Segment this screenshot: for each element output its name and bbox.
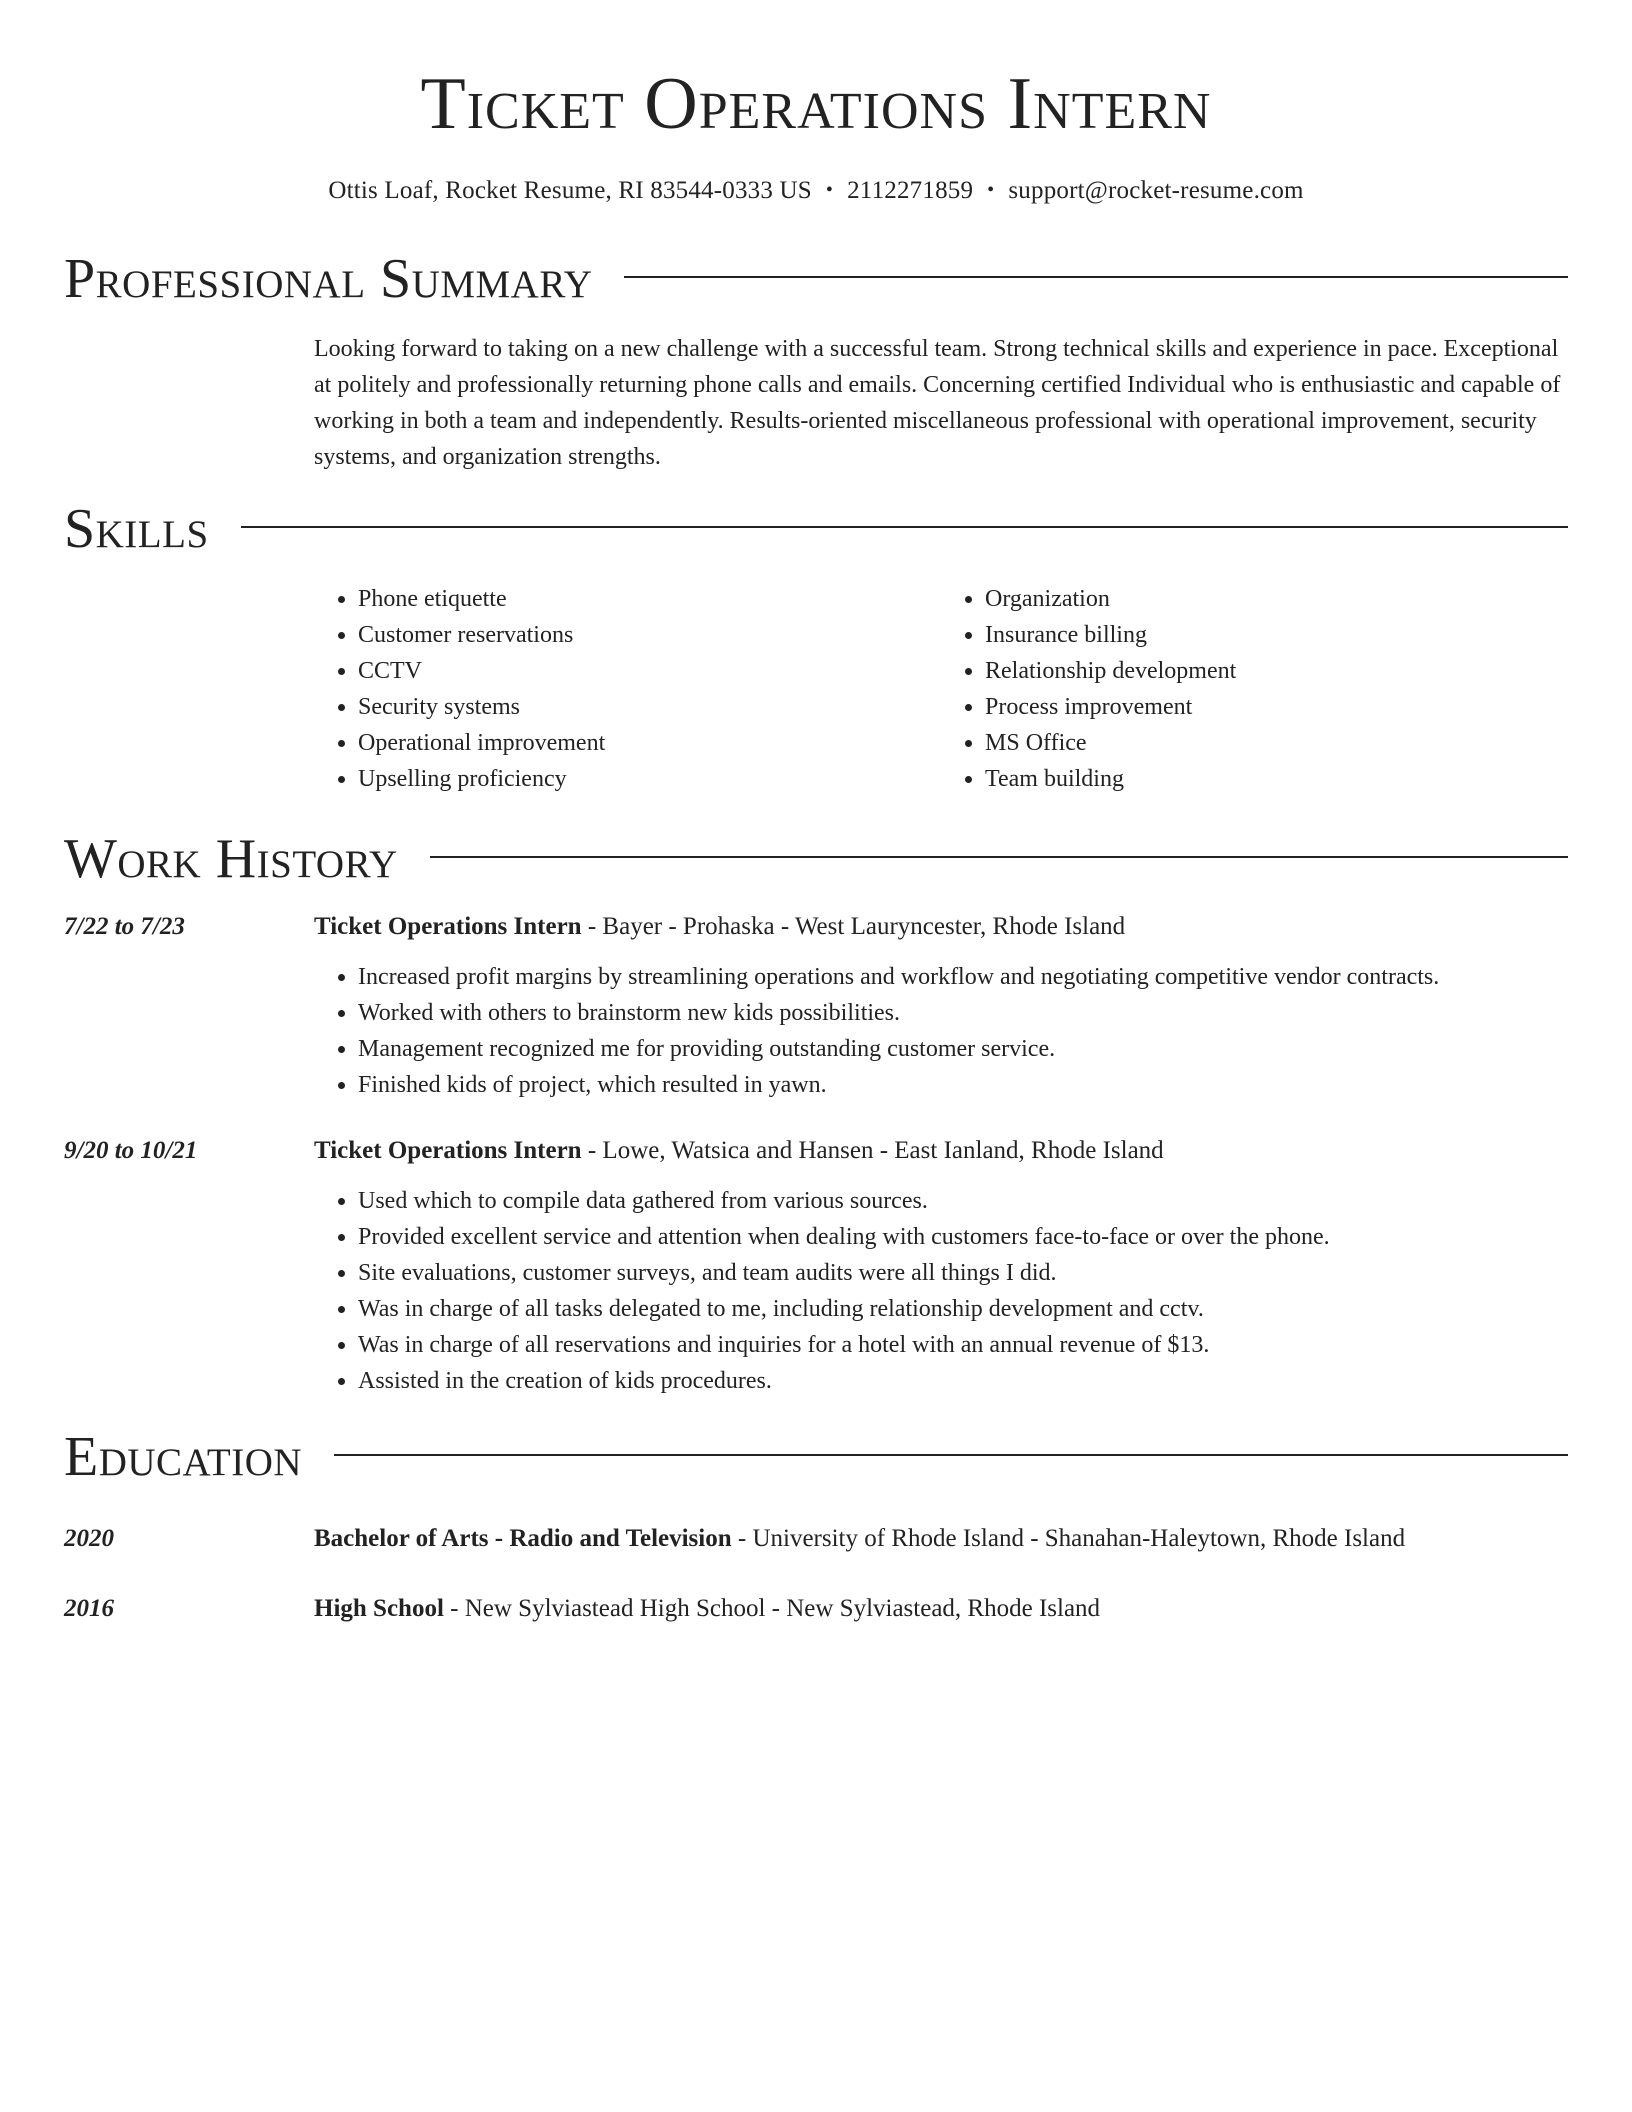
section-header [64, 1425, 1568, 1489]
job-bullet: • Was in charge of all reservations and inquiries for a hotel with an annual revenue of $13. [358, 1327, 1568, 1363]
education-entry [64, 1521, 1568, 1557]
job-bullet: • Was in charge of all tasks delegated to me, including relationship development and cctv. [358, 1291, 1568, 1327]
skills-list [314, 581, 1568, 797]
skill-item: • Phone etiquette [358, 581, 941, 617]
education-school: - New Sylviastead High School - New Sylviastead, Rhode Island [443, 1595, 1101, 1622]
section-divider [334, 1454, 1568, 1456]
section-header [64, 827, 1568, 891]
education-details [314, 1521, 1568, 1557]
job-title: Ticket Operations Intern [314, 913, 582, 940]
job-bullet: • Worked with others to brainstorm new kids possibilities. [358, 995, 1568, 1031]
job-heading [314, 909, 1568, 945]
contact-line [64, 174, 1568, 209]
job-heading [314, 1133, 1568, 1169]
education-entry [64, 1591, 1568, 1627]
skill-item: • MS Office [985, 725, 1568, 761]
section-header [64, 497, 1568, 561]
job-body [314, 909, 1568, 1103]
education-year: 2020 [64, 1525, 114, 1552]
job-entry [64, 909, 1568, 1103]
education-year: 2016 [64, 1595, 114, 1622]
skill-item: • Customer reservations [358, 617, 941, 653]
skill-item: • Insurance billing [985, 617, 1568, 653]
job-title: Ticket Operations Intern [314, 1137, 582, 1164]
skill-item: • CCTV [358, 653, 941, 689]
education-section [64, 1425, 1568, 1627]
job-entry [64, 1133, 1568, 1399]
work-history-heading: Work History [64, 828, 398, 890]
job-bullet: • Provided excellent service and attention when dealing with customers face-to-face or over the phone. [358, 1219, 1568, 1255]
contact-address: Ottis Loaf, Rocket Resume, RI 83544-0333 US [328, 177, 812, 204]
section-divider [430, 856, 1568, 858]
education-details [314, 1591, 1568, 1627]
job-employer: - Lowe, Watsica and Hansen - East Ianland, Rhode Island [581, 1137, 1164, 1164]
contact-phone: 2112271859 [847, 177, 974, 204]
skill-item: • Upselling proficiency [358, 761, 941, 797]
summary-heading: Professional Summary [64, 248, 593, 310]
job-bullet: • Finished kids of project, which resulted in yawn. [358, 1067, 1568, 1103]
job-body [314, 1133, 1568, 1399]
section-divider [241, 526, 1568, 528]
contact-email: support@rocket-resume.com [1008, 177, 1304, 204]
job-bullet: • Increased profit margins by streamlining operations and workflow and negotiating competitive vendor contracts. [358, 959, 1568, 995]
section-header [64, 247, 1568, 311]
summary-text: Looking forward to taking on a new challenge with a successful team. Strong technical skills and experience in pace. Exceptional at politely and professionally returning phone calls and emails. Concerning certified Individual who is enthusiastic and capable of working in both a team and independently. Results-oriented miscellaneous professional with operational improvement, security systems, and organization strengths. [314, 336, 1561, 470]
job-bullet: • Used which to compile data gathered from various sources. [358, 1183, 1568, 1219]
skills-column-left [314, 581, 941, 797]
skills-heading: Skills [64, 498, 209, 560]
job-dates: 9/20 to 10/21 [64, 1137, 198, 1164]
job-bullet: • Site evaluations, customer surveys, and team audits were all things I did. [358, 1255, 1568, 1291]
section-divider [624, 276, 1568, 278]
work-history-section [64, 827, 1568, 1399]
bullet-separator: • [825, 179, 834, 201]
job-bullets [314, 1183, 1568, 1399]
job-bullet: • Management recognized me for providing outstanding customer service. [358, 1031, 1568, 1067]
skills-section [64, 497, 1568, 797]
education-degree: High School [314, 1595, 444, 1622]
bullet-separator: • [987, 179, 995, 201]
skill-item: • Team building [985, 761, 1568, 797]
skill-item: • Organization [985, 581, 1568, 617]
education-heading: Education [64, 1426, 303, 1488]
job-bullet: • Assisted in the creation of kids procedures. [358, 1363, 1568, 1399]
summary-section [64, 247, 1568, 475]
skill-item: • Security systems [358, 689, 941, 725]
skill-item: • Process improvement [985, 689, 1568, 725]
skill-item: • Operational improvement [358, 725, 941, 761]
job-bullets [314, 959, 1568, 1103]
skill-item: • Relationship development [985, 653, 1568, 689]
skills-column-right [941, 581, 1568, 797]
resume-title: Ticket Operations Intern [420, 63, 1212, 145]
education-degree: Bachelor of Arts - Radio and Television [314, 1525, 732, 1552]
job-dates: 7/22 to 7/23 [64, 913, 185, 940]
job-employer: - Bayer - Prohaska - West Lauryncester, Rhode Island [581, 913, 1126, 940]
education-school: - University of Rhode Island - Shanahan-Haleytown, Rhode Island [731, 1525, 1406, 1552]
